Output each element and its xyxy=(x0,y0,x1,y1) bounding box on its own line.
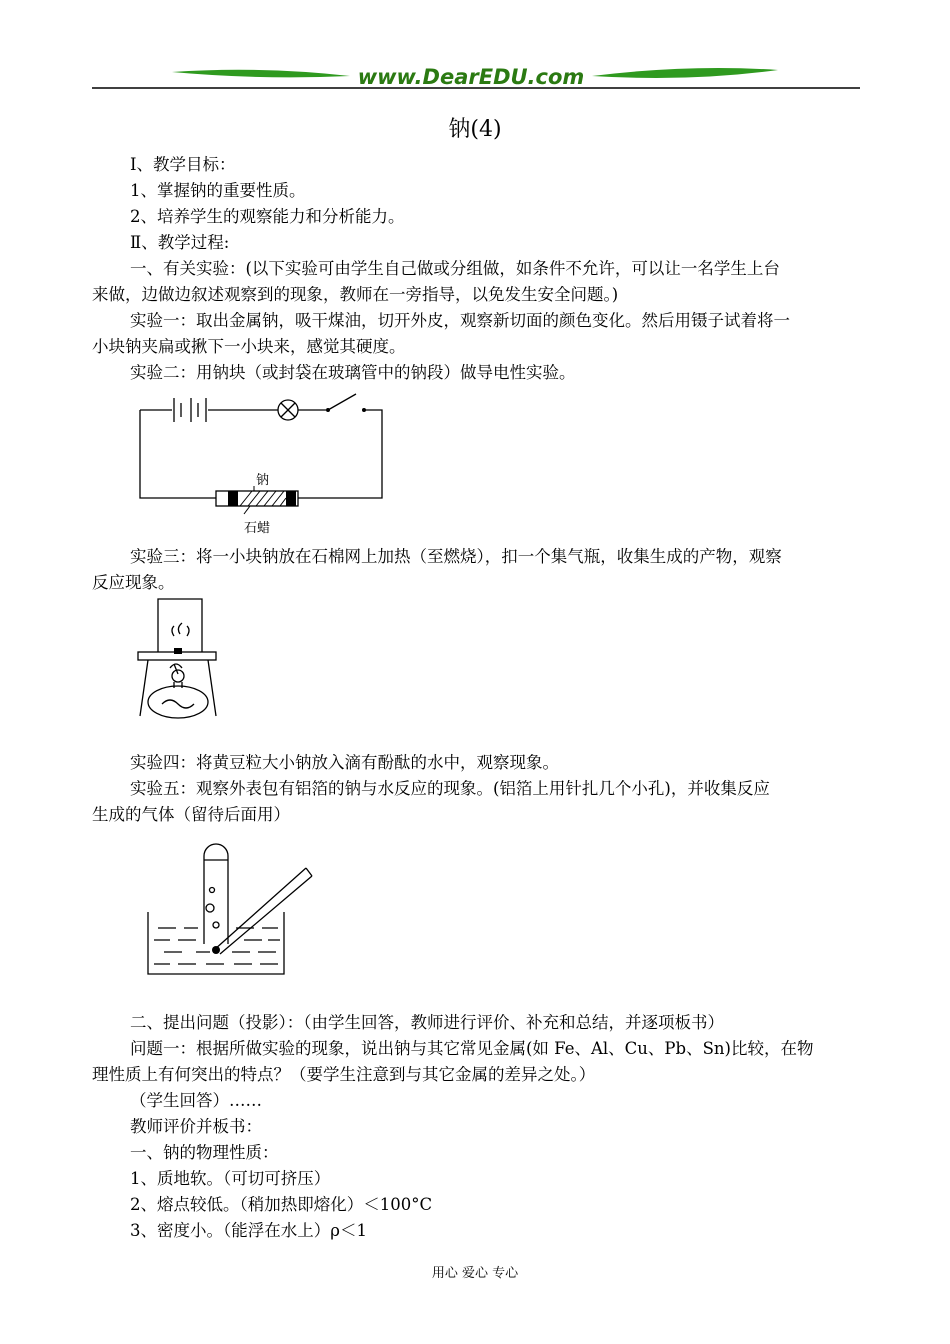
objective-1: 1、掌握钠的重要性质。 xyxy=(130,181,306,200)
experiments-intro: 一、有关实验：(以下实验可由学生自己做或分组做，如条件不允许，可以让一名学生上台 xyxy=(130,259,780,278)
inverted-test-tube-icon xyxy=(204,844,228,944)
objective-2: 2、培养学生的观察能力和分析能力。 xyxy=(130,207,405,226)
conductivity-circuit-diagram xyxy=(130,390,400,540)
experiment-5-cont: 生成的气体（留待后面用） xyxy=(92,805,290,824)
water-trough-icon xyxy=(148,912,284,974)
student-answer: （学生回答）…… xyxy=(130,1091,262,1110)
experiments-intro-cont: 来做，边做边叙述观察到的现象，教师在一旁指导，以免发生安全问题。) xyxy=(92,285,619,304)
sodium-label: 钠 xyxy=(256,473,270,488)
property-1: 1、质地软。（可切可挤压） xyxy=(130,1169,331,1188)
physical-properties-heading: 一、钠的物理性质： xyxy=(130,1143,279,1162)
alcohol-lamp-icon xyxy=(172,670,184,682)
section-questions: 二、提出问题（投影）：（由学生回答，教师进行评价、补充和总结，并逐项板书） xyxy=(130,1013,724,1032)
experiment-3: 实验三：将一小块钠放在石棉网上加热（至燃烧），扣一个集气瓶，收集生成的产物，观察 xyxy=(130,547,782,566)
experiment-2: 实验二：用钠块（或封袋在玻璃管中的钠段）做导电性实验。 xyxy=(130,363,576,382)
experiment-1-cont: 小块钠夹扁或揪下一小块来，感觉其硬度。 xyxy=(92,337,406,356)
page-footer: 用心 爱心 专心 xyxy=(431,1266,519,1281)
question-1: 问题一：根据所做实验的现象，说出钠与其它常见金属(如 Fe、Al、Cu、Pb、Sn)比较，在物 xyxy=(130,1039,814,1058)
section-objectives: Ⅰ、教学目标： xyxy=(130,155,236,174)
switch-icon xyxy=(328,394,356,410)
experiment-4: 实验四：将黄豆粒大小钠放入滴有酚酞的水中，观察现象。 xyxy=(130,753,559,772)
left-leaf-swoosh xyxy=(172,70,350,78)
page-title: 钠(4) xyxy=(448,117,502,142)
section-process: Ⅱ、教学过程: xyxy=(130,233,230,252)
property-2: 2、熔点较低。（稍加热即熔化）＜100°C xyxy=(130,1195,433,1214)
water-reaction-diagram xyxy=(140,840,330,980)
experiment-1: 实验一：取出金属钠，吸干煤油，切开外皮，观察新切面的颜色变化。然后用镊子试着将一 xyxy=(130,311,790,330)
property-3: 3、密度小。（能浮在水上）ρ＜1 xyxy=(130,1221,367,1240)
paraffin-label: 石蜡 xyxy=(244,521,271,536)
tweezers-icon xyxy=(214,868,312,954)
experiment-5: 实验五：观察外表包有铝箔的钠与水反应的现象。(铝箔上用针扎几个小孔)，并收集反应 xyxy=(130,779,770,798)
teacher-summary: 教师评价并板书： xyxy=(130,1117,262,1136)
right-leaf-swoosh xyxy=(592,68,778,78)
site-logo-text: www.DearEDU.com xyxy=(357,65,585,89)
experiment-3-cont: 反应现象。 xyxy=(92,573,175,592)
question-1-cont: 理性质上有何突出的特点？（要学生注意到与其它金属的差异之处。） xyxy=(92,1065,596,1084)
combustion-apparatus-diagram xyxy=(130,594,230,724)
header-banner xyxy=(0,52,950,96)
